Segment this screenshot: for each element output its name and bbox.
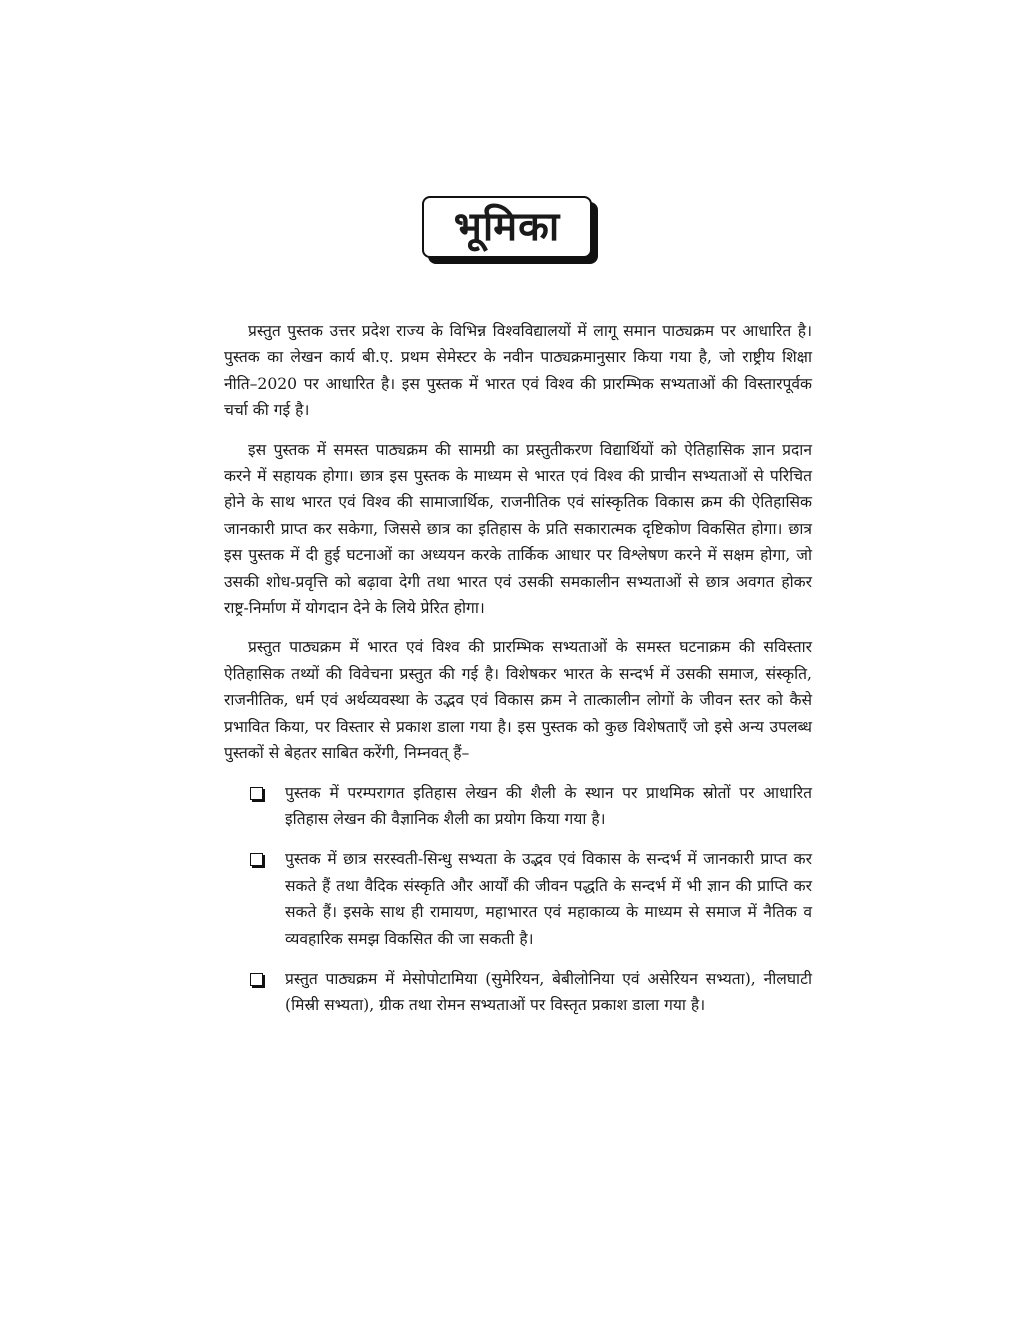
paragraph-benefits: इस पुस्तक में समस्त पाठ्यक्रम की सामग्री का प्रस्तुतीकरण विद्यार्थियों को ऐतिहासिक ज्ञान प्रदान करने में सहायक होगा। छात्र इस पुस्तक के माध्यम से भारत एवं विश्व की प्राचीन सभ्यताओं से परिचित होने के साथ भारत एवं विश्व की सामाजार्थिक, राजनीतिक एवं सांस्कृतिक विकास क्रम की ऐतिहासिक जानकारी प्राप्त कर सकेगा, जिससे छात्र का इतिहास के प्रति सकारात्मक दृष्टिकोण विकसित होगा। छात्र इस पुस्तक में दी हुई घटनाओं का अध्ययन करके तार्किक आधार पर विश्लेषण करने में सक्षम होगा, जो उसकी शोध-प्रवृत्ति को बढ़ावा देगी तथा भारत एवं उसकी समकालीन सभ्यताओं से छात्र अवगत होकर राष्ट्र-निर्माण में योगदान देने के लिये प्रेरित होगा। [224,440,812,618]
paragraph-intro: प्रस्तुत पुस्तक उत्तर प्रदेश राज्य के विभिन्न विश्वविद्यालयों में लागू समान पाठ्यक्रम पर आधारित है। पुस्तक का लेखन कार्य बी.ए. प्रथम सेमेस्टर के नवीन पाठ्यक्रमानुसार किया गया है, जो राष्ट्रीय शिक्षा नीति–2020 पर आधारित है। इस पुस्तक में भारत एवं विश्व की प्रारम्भिक सभ्यताओं की विस्तारपूर्वक चर्चा की गई है। [224,322,812,420]
checkbox-square-icon [250,853,263,866]
list-item-text: प्रस्तुत पाठ्यक्रम में मेसोपोटामिया (सुमेरियन, बेबीलोनिया एवं असेरियन सभ्यता), नीलघाटी (मिस्री सभ्यता), ग्रीक तथा रोमन सभ्यताओं पर विस्तृत प्रकाश डाला गया है। [285,969,812,1015]
list-item [224,846,812,952]
page-title: भूमिका [422,196,592,258]
list-item [224,966,812,1019]
list-item-text: पुस्तक में छात्र सरस्वती-सिन्धु सभ्यता के उद्भव एवं विकास के सन्दर्भ में जानकारी प्राप्त कर सकते हैं तथा वैदिक संस्कृति और आर्यों की जीवन पद्धति के सन्दर्भ में भी ज्ञान की प्राप्ति कर सकते हैं। इसके साथ ही रामायण, महाभारत एवं महाकाव्य के माध्यम से समाज में नैतिक व व्यवहारिक समझ विकसित की जा सकती है। [285,850,812,948]
body-content [224,318,812,1033]
feature-list [224,780,812,1019]
list-item [224,780,812,833]
checkbox-square-icon [250,787,263,800]
list-item-text: पुस्तक में परम्परागत इतिहास लेखन की शैली के स्थान पर प्राथमिक स्रोतों पर आधारित इतिहास लेखन की वैज्ञानिक शैली का प्रयोग किया गया है। [285,783,812,828]
checkbox-square-icon [250,973,263,986]
title-frame [422,196,596,262]
paragraph-features: प्रस्तुत पाठ्यक्रम में भारत एवं विश्व की प्रारम्भिक सभ्यताओं के समस्त घटनाक्रम की सविस्तार ऐतिहासिक तथ्यों की विवेचना प्रस्तुत की गई है। विशेषकर भारत के सन्दर्भ में उसकी समाज, संस्कृति, राजनीतिक, धर्म एवं अर्थव्यवस्था के उद्भव एवं विकास क्रम ने तात्कालीन लोगों के जीवन स्तर को कैसे प्रभावित किया, पर विस्तार से प्रकाश डाला गया है। इस पुस्तक को कुछ विशेषताएँ जो इसे अन्य उपलब्ध पुस्तकों से बेहतर साबित करेंगी, निम्नवत् हैं– [224,638,812,763]
